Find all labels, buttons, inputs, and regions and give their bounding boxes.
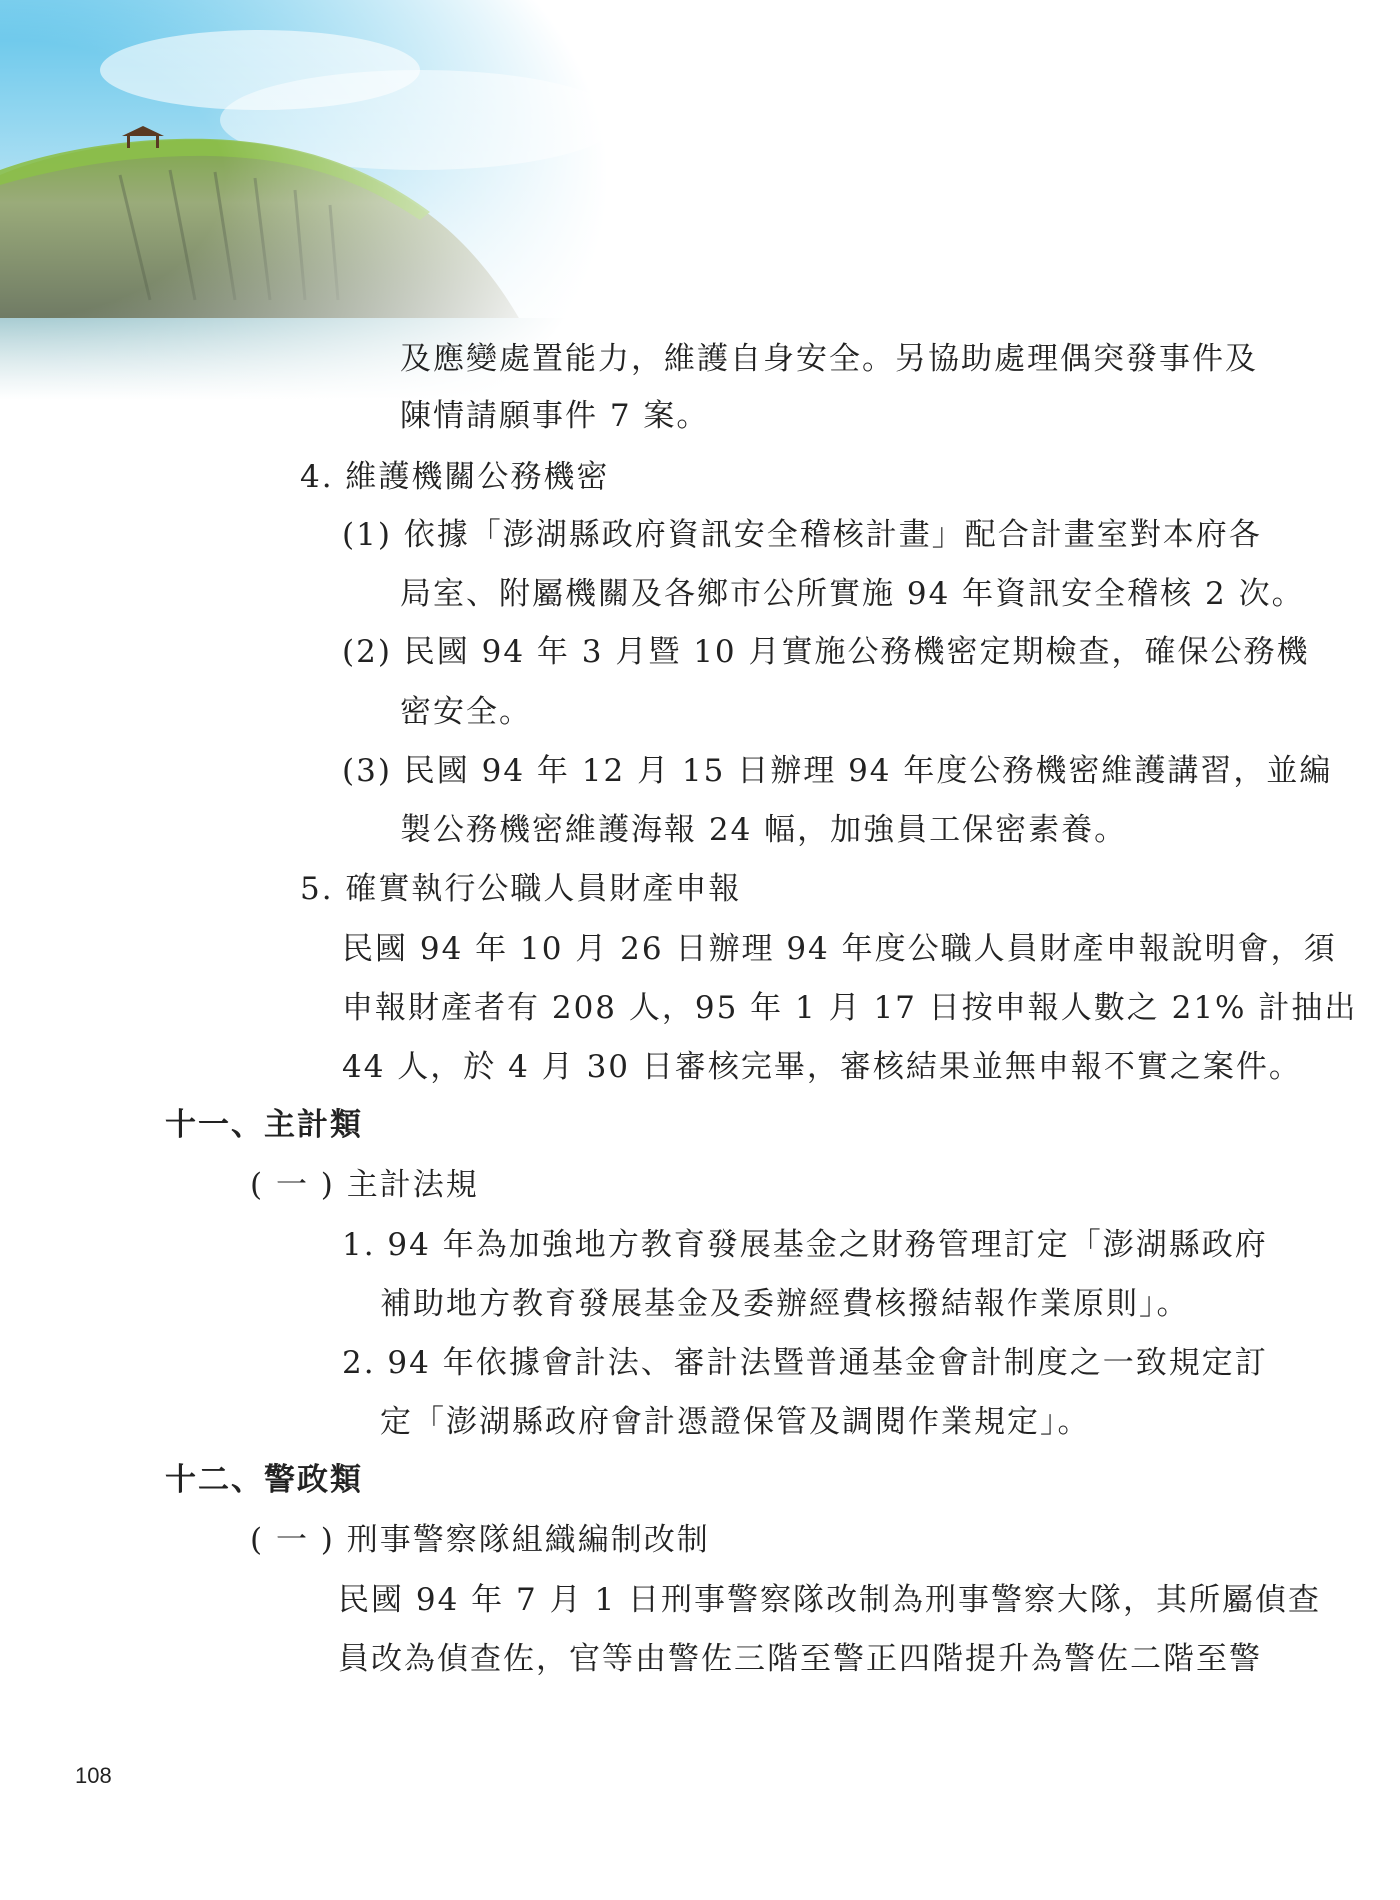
text-line: 補助地方教育發展基金及委辦經費核撥結報作業原則」。 xyxy=(380,1286,1190,1322)
text-line: 局室、附屬機關及各鄉市公所實施 94 年資訊安全稽核 2 次。 xyxy=(400,576,1305,612)
text-line: 員改為偵查佐，官等由警佐三階至警正四階提升為警佐二階至警 xyxy=(338,1641,1262,1677)
page-number: 108 xyxy=(75,1763,112,1788)
text-line: 2. 94 年依據會計法、審計法暨普通基金會計制度之一致規定訂 xyxy=(342,1345,1268,1381)
text-line: (2) 民國 94 年 3 月暨 10 月實施公務機密定期檢查，確保公務機 xyxy=(342,634,1310,670)
list-item-heading: 4. 維護機關公務機密 xyxy=(300,459,610,495)
subsection-heading: ( 一 ) 刑事警察隊組織編制改制 xyxy=(250,1522,710,1558)
text-line: (3) 民國 94 年 12 月 15 日辦理 94 年度公務機密維護講習，並編 xyxy=(342,753,1333,789)
text-line: 申報財產者有 208 人，95 年 1 月 17 日按申報人數之 21% 計抽出 xyxy=(342,990,1358,1026)
text-line: 及應變處置能力，維護自身安全。另協助處理偶突發事件及 xyxy=(400,341,1258,377)
text-line: 陳情請願事件 7 案。 xyxy=(400,398,710,434)
text-line: 44 人，於 4 月 30 日審核完畢，審核結果並無申報不實之案件。 xyxy=(342,1049,1302,1085)
list-item-heading: 5. 確實執行公職人員財產申報 xyxy=(300,871,742,907)
section-heading: 十一、主計類 xyxy=(165,1107,363,1143)
subsection-heading: ( 一 ) 主計法規 xyxy=(250,1167,479,1203)
text-line: 民國 94 年 7 月 1 日刑事警察隊改制為刑事警察大隊，其所屬偵查 xyxy=(338,1582,1322,1618)
text-line: 定「澎湖縣政府會計憑證保管及調閱作業規定」。 xyxy=(380,1404,1091,1440)
text-line: (1) 依據「澎湖縣政府資訊安全稽核計畫」配合計畫室對本府各 xyxy=(342,517,1262,553)
text-line: 民國 94 年 10 月 26 日辦理 94 年度公職人員財產申報說明會，須 xyxy=(342,931,1337,967)
section-heading: 十二、警政類 xyxy=(165,1462,363,1498)
text-line: 製公務機密維護海報 24 幅，加強員工保密素養。 xyxy=(400,812,1128,848)
text-line: 密安全。 xyxy=(400,694,532,730)
text-line: 1. 94 年為加強地方教育發展基金之財務管理訂定「澎湖縣政府 xyxy=(342,1227,1268,1263)
